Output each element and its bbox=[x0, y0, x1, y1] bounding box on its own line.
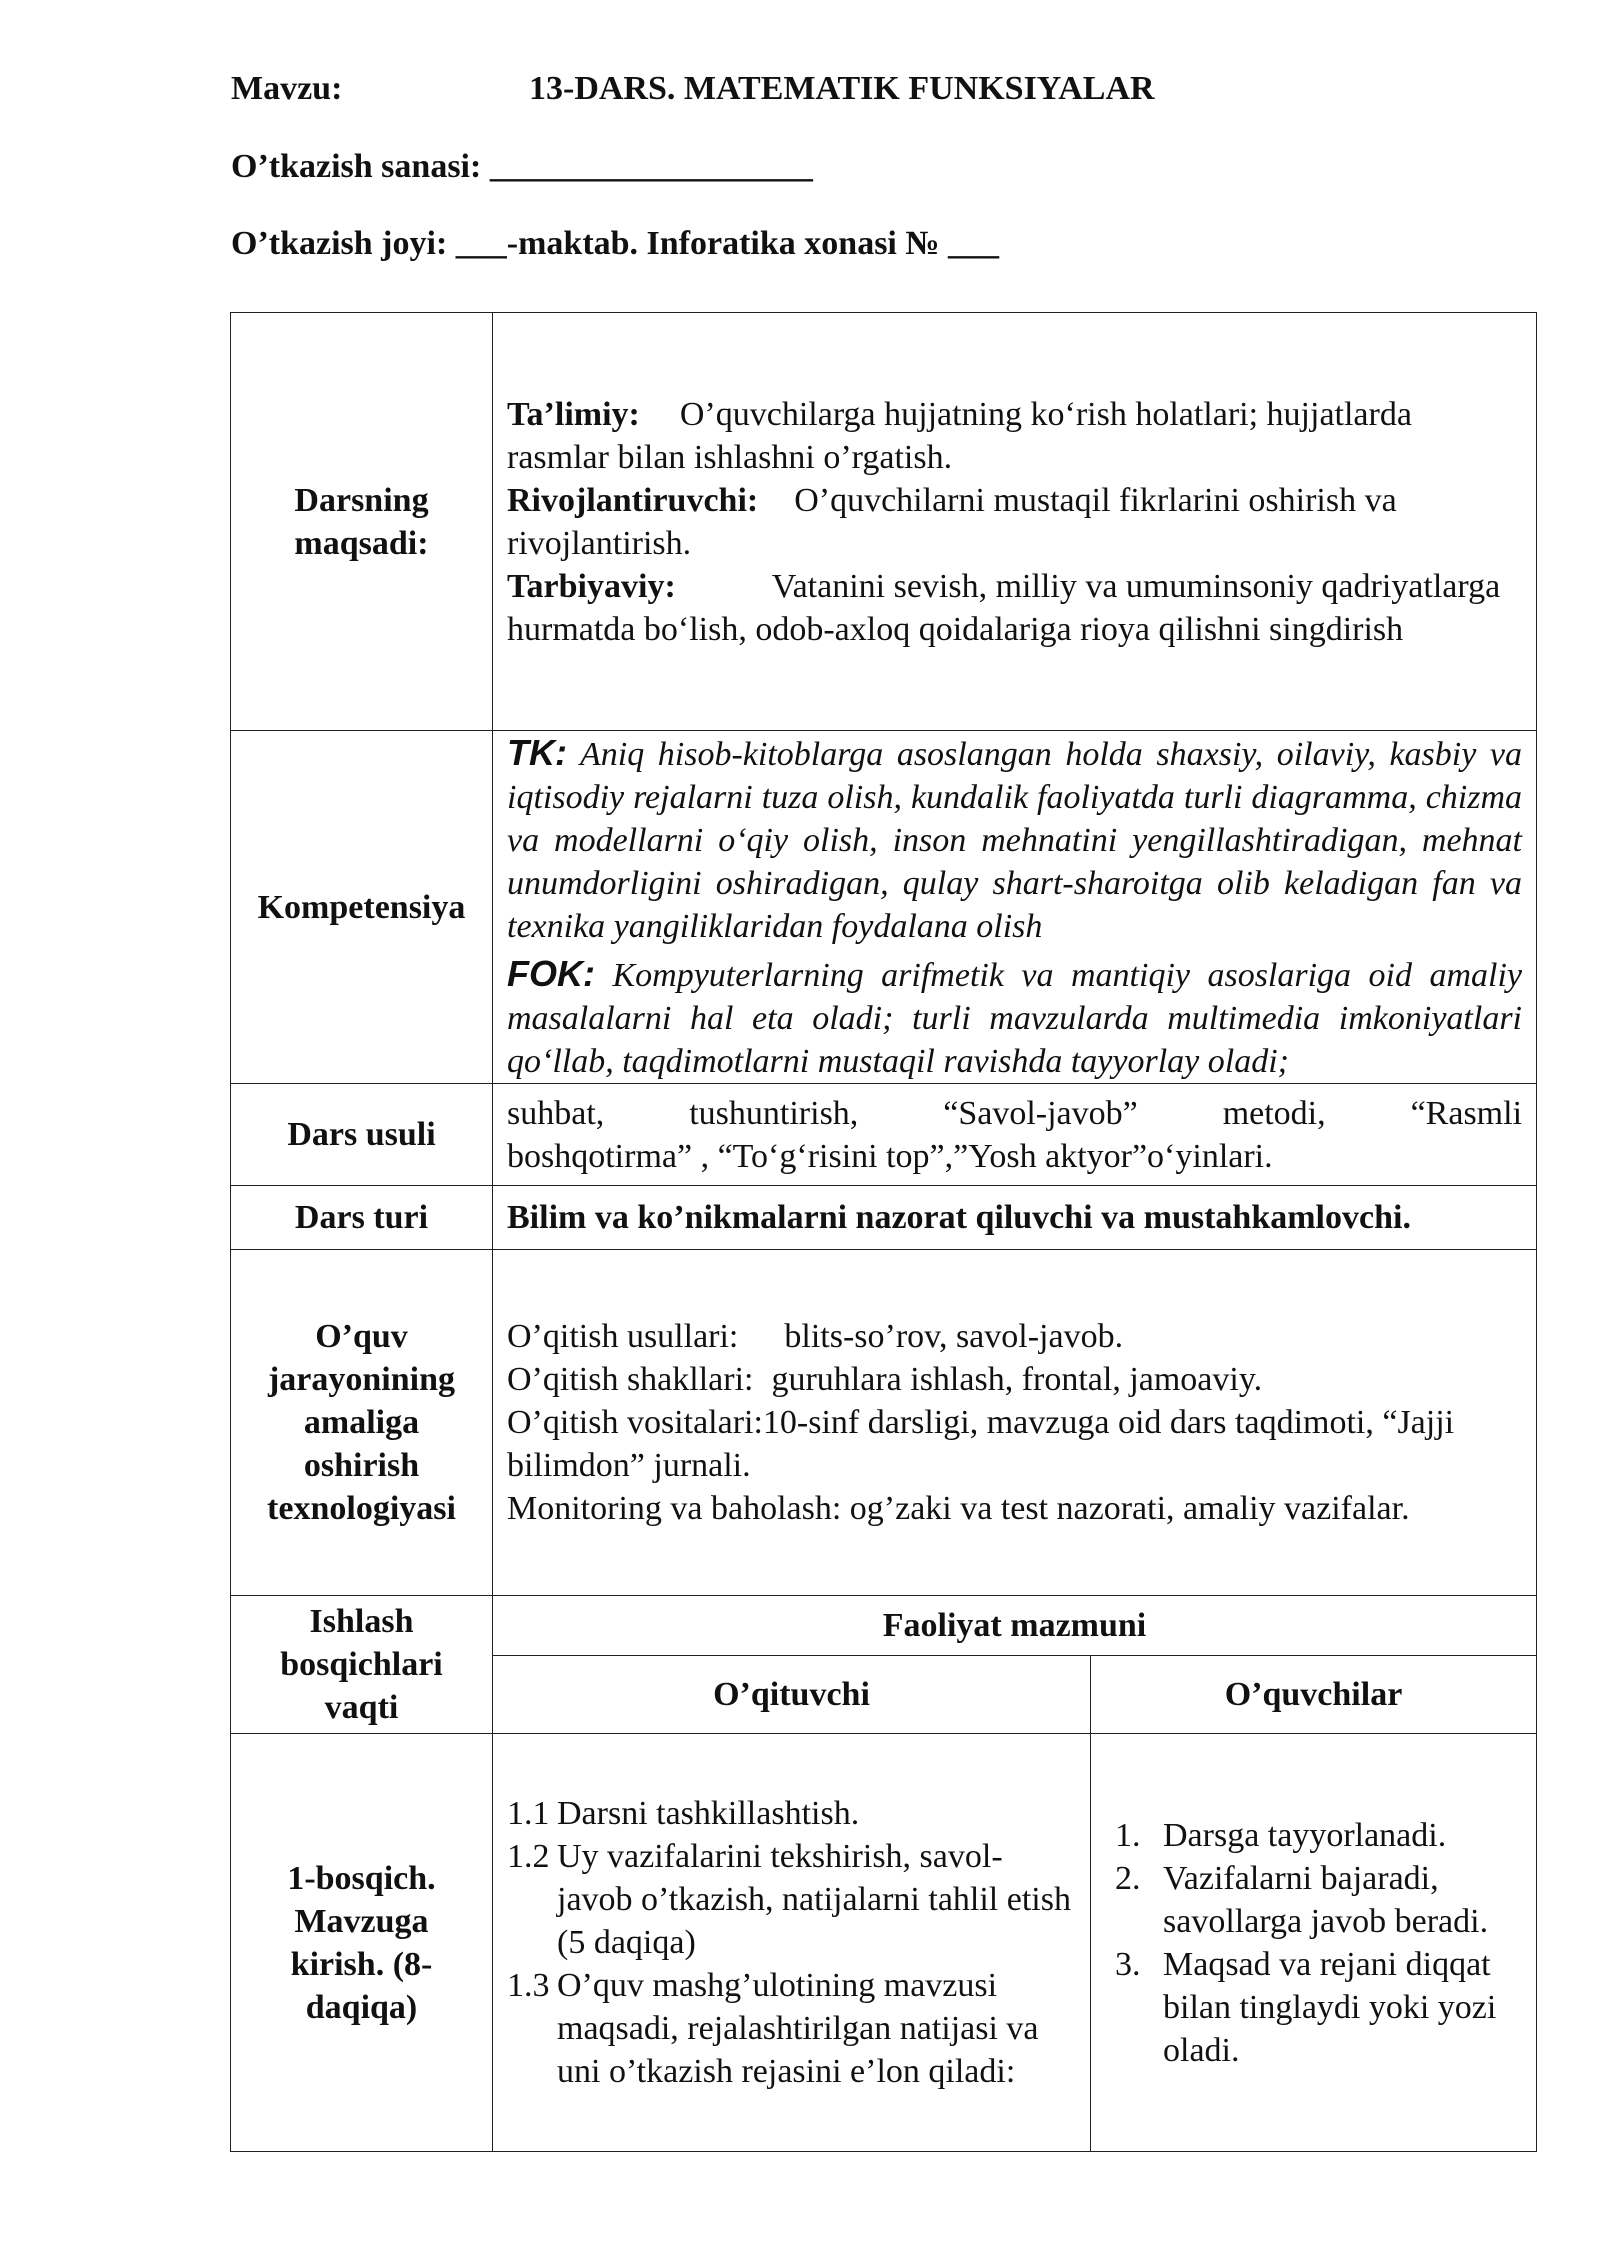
forms-label: O’qitish shakllari: bbox=[507, 1361, 754, 1398]
teacher-steps bbox=[507, 1792, 1076, 2093]
educational-label: Ta’limiy: bbox=[507, 395, 640, 433]
methods-label: O’qitish usullari: bbox=[507, 1318, 739, 1355]
fok-text: Kompyuterlarning arifmetik va mantiqiy asoslariga oid amaliy masalalarni hal eta oladi; turli mavzularda multimedia imkoniyatlari qo‘llab, taqdimotlarni mustaqil ravishda tayyorlay oladi; bbox=[507, 957, 1523, 1080]
educational-text: O’quvchilarga hujjatning ko‘rish holatlari; hujjatlarda rasmlar bilan ishlashni o’rgatish. bbox=[507, 395, 1412, 476]
forms-value: guruhlara ishlash, frontal, jamoaviy. bbox=[771, 1361, 1263, 1398]
tk-block bbox=[507, 731, 1522, 948]
goals-row bbox=[231, 313, 1537, 731]
technology-content bbox=[493, 1250, 1537, 1596]
list-item: 2. Vazifalarni bajaradi, savollarga javob beradi. bbox=[1115, 1859, 1489, 1940]
goals-content bbox=[493, 313, 1537, 731]
tools-line: O’qitish vositalari:10-sinf darsligi, mavzuga oid dars taqdimoti, “Jajji bilimdon” jurnali. bbox=[507, 1404, 1455, 1484]
technology-label: O’quv jarayonining amaliga oshirish texnologiyasi bbox=[231, 1250, 493, 1596]
list-item: 1. Darsga tayyorlanadi. bbox=[1115, 1816, 1447, 1854]
teacher-column-header: O’qituvchi bbox=[493, 1656, 1091, 1734]
method-line-1: suhbat, tushuntirish, “Savol-javob” metodi, “Rasmli bbox=[507, 1094, 1523, 1132]
monitoring-line: Monitoring va baholash: og’zaki va test nazorati, amaliy vazifalar. bbox=[507, 1490, 1410, 1527]
developmental-label: Rivojlantiruvchi: bbox=[507, 481, 759, 519]
student-steps bbox=[1105, 1814, 1522, 2072]
list-item: 3. Maqsad va rejani diqqat bilan tinglaydi yoki yozi oladi. bbox=[1115, 1945, 1497, 2069]
type-value: Bilim va ko’nikmalarni nazorat qiluvchi va mustahkamlovchi. bbox=[493, 1186, 1537, 1250]
methods-line bbox=[507, 1315, 1522, 1358]
fok-block bbox=[507, 952, 1522, 1083]
students-column-header: O’quvchilar bbox=[1091, 1656, 1537, 1734]
activity-header-row bbox=[231, 1596, 1537, 1656]
stage-1-row bbox=[231, 1734, 1537, 2152]
upbringing-label: Tarbiyaviy: bbox=[507, 567, 676, 605]
stage-1-students bbox=[1091, 1734, 1537, 2152]
forms-line bbox=[507, 1358, 1522, 1401]
activity-content-header: Faoliyat mazmuni bbox=[493, 1596, 1537, 1656]
fok-tag: FOK: bbox=[507, 953, 595, 994]
lesson-plan-table bbox=[230, 312, 1537, 2152]
stage-time-label: Ishlash bosqichlari vaqti bbox=[231, 1596, 493, 1734]
goals-label: Darsning maqsadi: bbox=[231, 313, 493, 731]
method-label: Dars usuli bbox=[231, 1084, 493, 1186]
method-row bbox=[231, 1084, 1537, 1186]
topic-title: 13-DARS. MATEMATIK FUNKSIYALAR bbox=[529, 70, 1155, 107]
stage-1-label: 1-bosqich. Mavzuga kirish. (8-daqiqa) bbox=[231, 1734, 493, 2152]
method-content bbox=[493, 1084, 1537, 1186]
developmental-text: O’quvchilarni mustaqil fikrlarini oshirish va rivojlantirish. bbox=[507, 481, 1397, 562]
technology-row bbox=[231, 1250, 1537, 1596]
list-item: 1.1 Darsni tashkillashtish. bbox=[507, 1795, 860, 1832]
methods-value: blits-so’rov, savol-javob. bbox=[784, 1318, 1124, 1355]
type-row bbox=[231, 1186, 1537, 1250]
competency-label: Kompetensiya bbox=[231, 731, 493, 1084]
upbringing-text: Vatanini sevish, milliy va umuminsoniy qadriyatlarga hurmatda bo‘lish, odob-axloq qoidalariga rioya qilishni singdirish bbox=[507, 567, 1501, 648]
method-line-2: boshqotirma” , “To‘g‘risini top”,”Yosh aktyor”o‘yinlari. bbox=[507, 1137, 1273, 1175]
competency-row bbox=[231, 731, 1537, 1084]
tk-tag: TK: bbox=[507, 732, 567, 773]
list-item: 1.3 O’quv mashg’ulotining mavzusi maqsadi, rejalashtirilgan natijasi va uni o’tkazish rejasini e’lon qiladi: bbox=[507, 1967, 1039, 2090]
topic-label: Mavzu: bbox=[231, 70, 343, 107]
tk-text: Aniq hisob-kitoblarga asoslangan holda shaxsiy, oilaviy, kasbiy va iqtisodiy rejalarni tuza olish, kundalik faoliyatda turli diagramma, chizma va modellarni o‘qiy olish, inson mehnatini yengillashtiradigan, mehnat unumdorligini oshiradigan, qulay shart-sharoitga olib keladigan fan va texnika yangiliklaridan foydalana olish bbox=[507, 736, 1523, 945]
place-line: O’tkazish joyi: ___-maktab. Inforatika xonasi № ___ bbox=[231, 225, 1000, 262]
competency-content bbox=[493, 731, 1537, 1084]
list-item: 1.2 Uy vazifalarini tekshirish, savol-javob o’tkazish, natijalarni tahlil etish (5 daqiqa) bbox=[507, 1838, 1071, 1961]
date-line: O’tkazish sanasi: ___________________ bbox=[231, 148, 813, 185]
stage-1-teacher bbox=[493, 1734, 1091, 2152]
topic-line bbox=[231, 70, 1155, 108]
type-label: Dars turi bbox=[231, 1186, 493, 1250]
